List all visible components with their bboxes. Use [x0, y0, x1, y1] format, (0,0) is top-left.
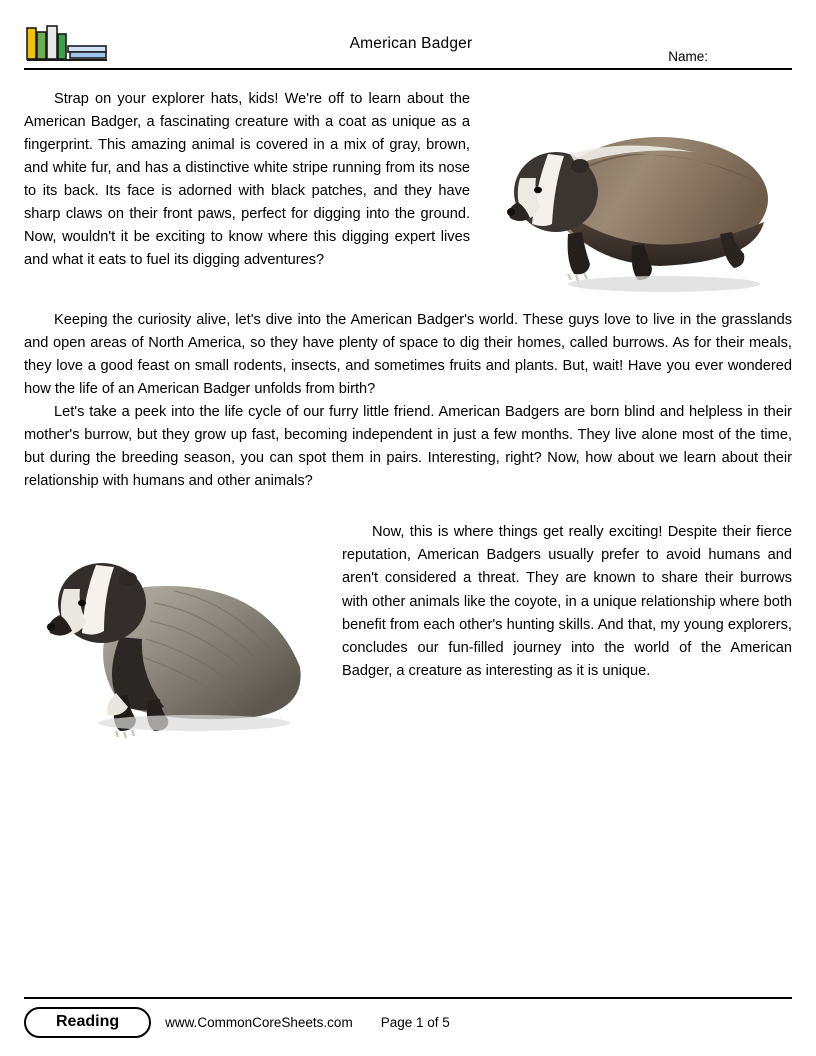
- badger-photo-top: [484, 88, 784, 309]
- website-url[interactable]: www.CommonCoreSheets.com: [165, 1015, 353, 1030]
- closing-text-column: [342, 517, 792, 682]
- paragraph-4: Now, this is where things get really exciting! Despite their fierce reputation, American Badgers usually prefer to avoid humans and aren't considered a threat. They are known to share their burrows with other animals like the coyote, in a unique relationship where both benefit from each other's hunting skills. And that, my young explorers, concludes our fun-filled journey into the world of the American Badger, a creature as interesting as it is unique.: [342, 524, 792, 679]
- paragraph-2: Keeping the curiosity alive, let's dive into the American Badger's world. These guys love to live in the grasslands and open areas of North America, so they have plenty of space to dig their homes, called burrows. As for their meals, they love a good feast on small rodents, insects, and sometimes fruits and plants. But, wait! Have you ever wondered how the life of an American Badger unfolds from birth?: [24, 312, 792, 398]
- paragraph-3: Let's take a peek into the life cycle of our furry little friend. American Badgers are born blind and helpless in their mother's burrow, but they grow up fast, becoming independent in just a few months. They live alone most of the time, but during the breeding season, you can spot them in pairs. Interesting, right? Now, how about we learn about their relationship with humans and other animals?: [24, 404, 792, 490]
- name-label: Name:: [668, 49, 708, 64]
- footer-divider: [24, 997, 792, 999]
- intro-text-column: [24, 88, 470, 272]
- closing-row: [24, 517, 792, 747]
- article-body: [24, 70, 792, 747]
- paragraph-2-wrap: [24, 309, 792, 401]
- intro-row: [24, 88, 792, 309]
- page-header: [24, 22, 792, 68]
- paragraph-3-wrap: [24, 401, 792, 493]
- stacked-books-icon: [24, 24, 110, 66]
- subject-badge: Reading: [24, 1007, 151, 1038]
- page-footer: [24, 997, 792, 1038]
- paragraph-1: Strap on your explorer hats, kids! We're off to learn about the American Badger, a fascinating creature with a coat as unique as a fingerprint. This amazing animal is covered in a mix of gray, brown, and white fur, and has a distinctive white stripe running from its nose to its back. Its face is adorned with black patches, and they have sharp claws on their front paws, perfect for digging into the ground. Now, wouldn't it be exciting to know where this digging expert lives and what it eats to fuel its digging adventures?: [24, 91, 470, 269]
- badger-photo-bottom: [24, 517, 324, 747]
- page-title: American Badger: [349, 35, 473, 52]
- page-number: Page 1 of 5: [380, 1015, 450, 1030]
